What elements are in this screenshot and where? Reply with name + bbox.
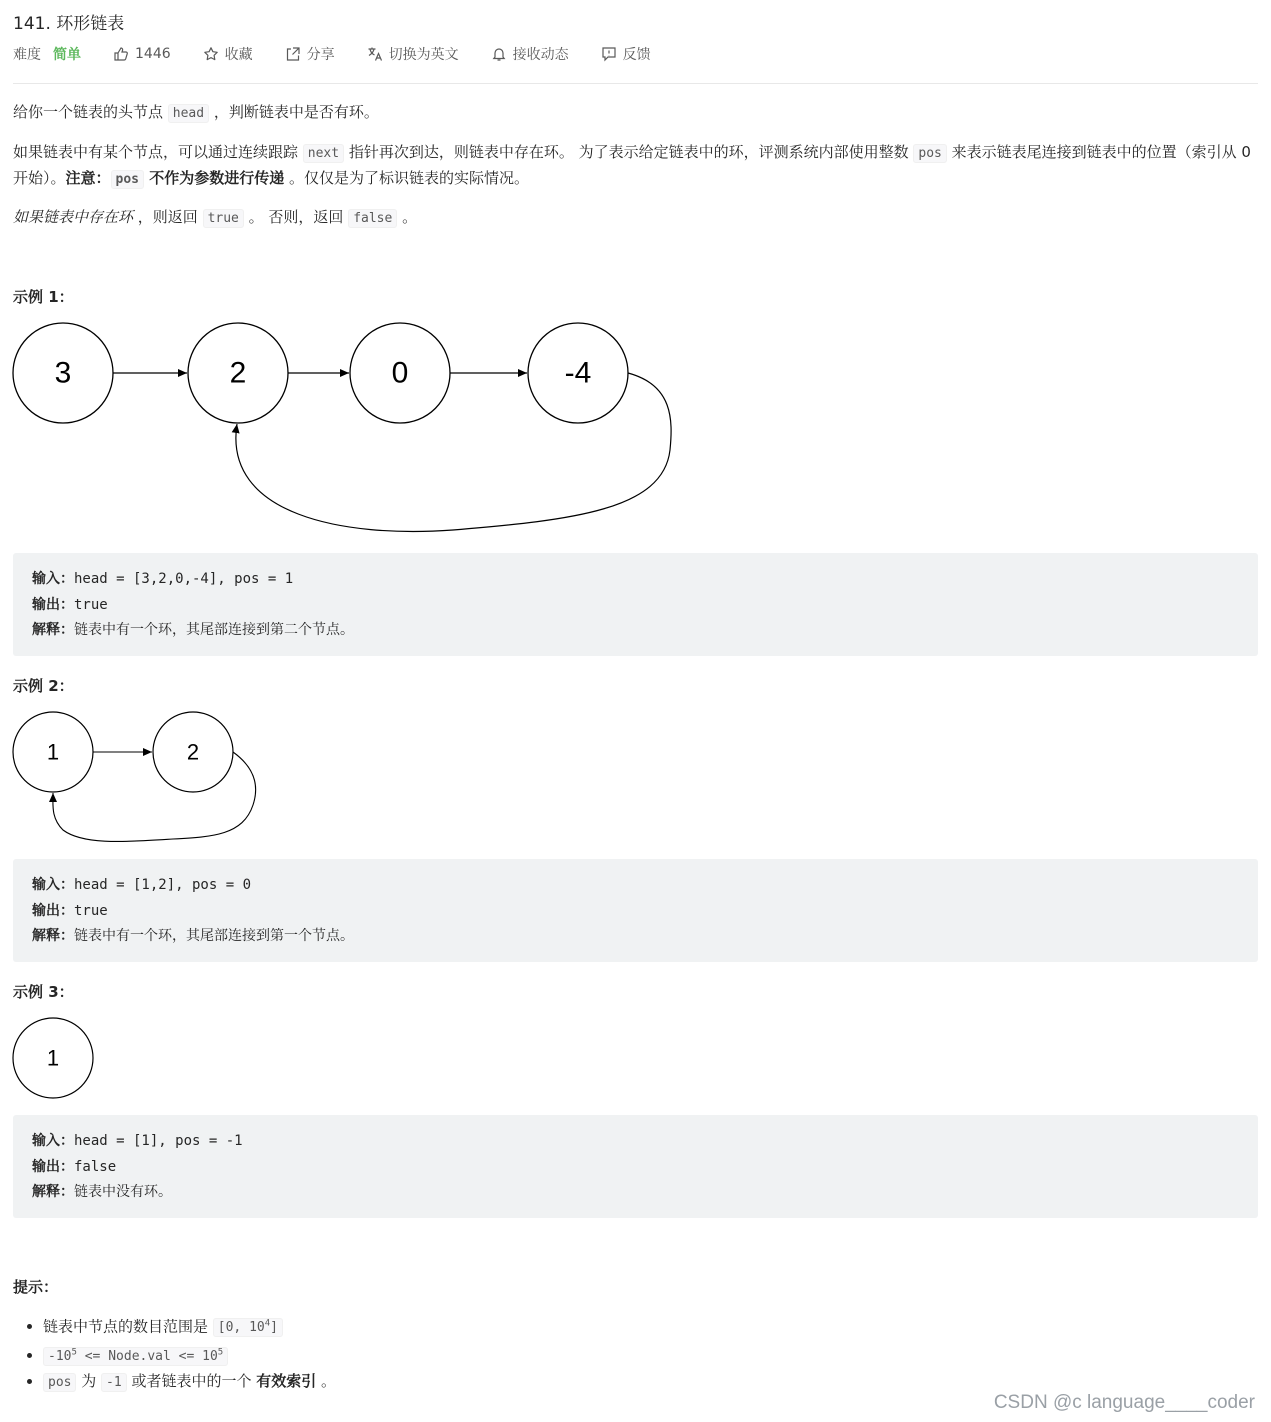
example-output-line: 输出：true: [32, 903, 108, 919]
emphasis-text: 如果链表中存在环: [13, 208, 134, 226]
svg-text:1: 1: [46, 739, 60, 765]
example-3-heading: 示例 3：: [13, 983, 74, 1001]
list-node: [13, 1018, 93, 1098]
hint-item: • $-10^5$ <= Node.val <= $10^5$: [43, 1340, 336, 1368]
list-node: [153, 712, 233, 792]
example-explain-line: 解释：链表中有一个环，其尾部连接到第一个节点。: [32, 928, 354, 944]
example-explain-line: 解释：链表中没有环。: [32, 1184, 172, 1200]
example-1-code: [13, 553, 1258, 656]
switch-language-label: 切换为英文: [388, 47, 459, 63]
example-1-diagram: [13, 320, 693, 535]
inline-code: next: [303, 144, 344, 163]
hints-heading: 提示：: [13, 1278, 59, 1296]
example-output-line: 输出：true: [32, 597, 108, 613]
list-node: [528, 323, 628, 423]
star-icon: [203, 46, 219, 62]
like-count: 1446: [135, 46, 171, 62]
note-label: 注意：: [65, 169, 111, 187]
inline-code: head: [168, 104, 209, 123]
example-2-code: [13, 859, 1258, 962]
hint-item: • pos 为 -1 或者链表中的一个 有效索引 。: [43, 1369, 336, 1395]
hints-list: [13, 1312, 336, 1395]
switch-language-button[interactable]: [367, 44, 459, 64]
inline-code: pos: [913, 144, 946, 163]
svg-text:1: 1: [46, 1045, 60, 1071]
thumbs-up-icon: [113, 46, 129, 62]
inline-code: true: [203, 209, 244, 228]
problem-title: 141. 环形链表: [13, 14, 125, 34]
difficulty-label: 难度: [13, 47, 41, 63]
divider: [13, 83, 1258, 84]
feedback-label: 反馈: [622, 47, 651, 63]
example-3-code: [13, 1115, 1258, 1218]
inline-code: false: [348, 209, 397, 228]
list-node: [13, 712, 93, 792]
problem-meta-bar: [13, 42, 683, 66]
inline-code: pos: [111, 170, 144, 189]
example-explain-line: 解释：链表中有一个环，其尾部连接到第二个节点。: [32, 622, 354, 638]
svg-text:-4: -4: [564, 356, 592, 390]
svg-text:3: 3: [54, 356, 72, 390]
description-paragraph-2: 如果链表中有某个节点，可以通过连续跟踪 next 指针再次到达，则链表中存在环。 为了表示给定链表中的环，评测系统内部使用整数 pos 来表示链表尾连接到链表中的位置（索引从 0 开始）。注意： pos 不作为参数进行传递 。仅仅是为了标识链表的实际情况。: [13, 143, 1251, 187]
svg-text:2: 2: [186, 739, 200, 765]
difficulty-badge: 简单: [53, 47, 81, 63]
list-node: [188, 323, 288, 423]
like-button[interactable]: [113, 46, 171, 62]
favorite-label: 收藏: [224, 47, 253, 63]
share-button[interactable]: [285, 44, 335, 64]
share-label: 分享: [306, 47, 335, 63]
note-bold: 不作为参数进行传递: [144, 169, 285, 187]
list-node: [13, 323, 113, 423]
example-1-heading: 示例 1：: [13, 288, 74, 306]
svg-text:2: 2: [229, 356, 247, 390]
example-2-heading: 示例 2：: [13, 677, 74, 695]
description-paragraph-1: 给你一个链表的头节点 head ，判断链表中是否有环。: [13, 103, 379, 121]
description-paragraph-3: 如果链表中存在环 ，则返回 true 。 否则，返回 false 。: [13, 208, 418, 226]
example-input-line: 输入：head = [3,2,0,-4], pos = 1: [32, 571, 294, 587]
example-output-line: 输出：false: [32, 1159, 117, 1175]
notify-button[interactable]: [491, 44, 569, 64]
example-3-diagram: [13, 1016, 103, 1106]
example-input-line: 输入：head = [1,2], pos = 0: [32, 877, 252, 893]
translate-icon: [367, 46, 383, 62]
svg-text:0: 0: [391, 356, 409, 390]
list-node: [350, 323, 450, 423]
hint-item: • 链表中节点的数目范围是 [0, $10^4$]: [43, 1312, 336, 1340]
favorite-button[interactable]: [203, 44, 253, 64]
notify-label: 接收动态: [512, 47, 569, 63]
bell-icon: [491, 46, 507, 62]
feedback-icon: [601, 46, 617, 62]
example-2-diagram: [13, 710, 273, 845]
share-icon: [285, 46, 301, 62]
feedback-button[interactable]: [601, 44, 651, 64]
example-input-line: 输入：head = [1], pos = -1: [32, 1133, 243, 1149]
watermark: CSDN @c language____coder: [993, 1392, 1255, 1413]
